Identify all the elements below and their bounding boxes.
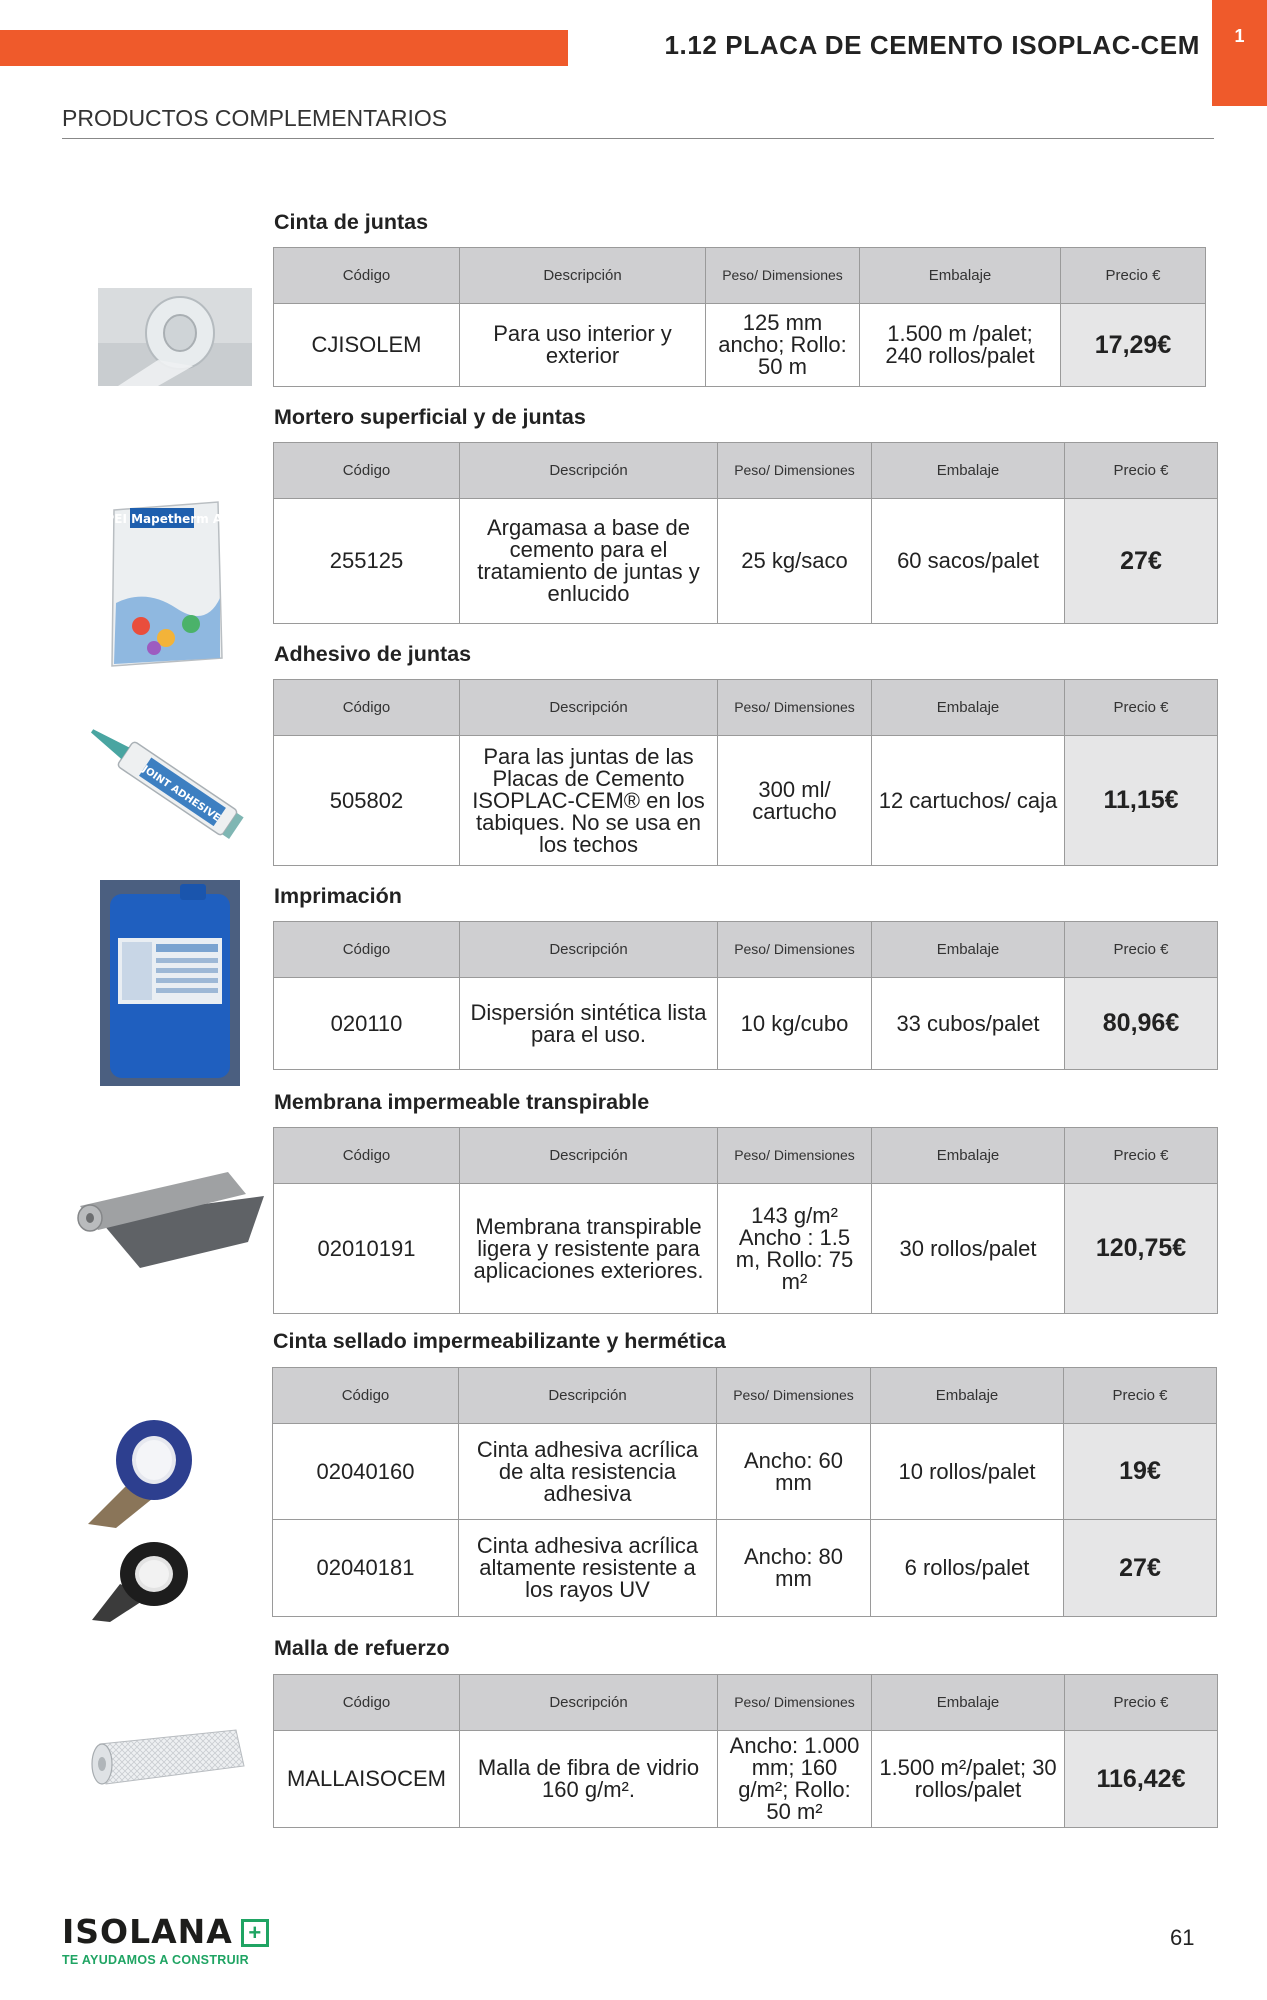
column-header-price: Precio €: [1061, 248, 1206, 304]
adhesive-cartridge-image: [78, 706, 256, 852]
product-description: Para las juntas de las Placas de Cemento ISOPLAC-CEM® en los tabiques. No se usa en los techos: [460, 736, 718, 866]
product-title: Adhesivo de juntas: [274, 642, 472, 666]
black-sealing-tape-image: [90, 1540, 200, 1624]
product-packaging: 30 rollos/palet: [872, 1184, 1065, 1314]
product-description: Argamasa a base de cemento para el tratamiento de juntas y enlucido: [460, 499, 718, 624]
product-description: Cinta adhesiva acrílica de alta resistencia adhesiva: [459, 1424, 717, 1520]
column-header-weight: Peso/ Dimensiones: [718, 922, 872, 978]
column-header-weight: Peso/ Dimensiones: [706, 248, 860, 304]
chapter-tab: 1: [1212, 0, 1267, 106]
column-header-weight: Peso/ Dimensiones: [718, 443, 872, 499]
table-row: [274, 1184, 1218, 1314]
column-header-code: Código: [274, 1675, 460, 1731]
column-header-packaging: Embalaje: [860, 248, 1061, 304]
product-table: [273, 247, 1206, 387]
column-header-description: Descripción: [460, 922, 718, 978]
brand-slogan: TE AYUDAMOS A CONSTRUIR: [62, 1953, 250, 1967]
product-code: MALLAISOCEM: [274, 1731, 460, 1828]
mesh-roll-image: [86, 1726, 250, 1790]
cartridge-label-text: JOINT ADHESIVE: [140, 763, 223, 825]
column-header-packaging: Embalaje: [872, 1128, 1065, 1184]
plus-icon: +: [241, 1919, 269, 1947]
product-price: 27€: [1064, 1520, 1217, 1617]
column-header-price: Precio €: [1065, 922, 1218, 978]
product-code: 505802: [274, 736, 460, 866]
column-header-price: Precio €: [1065, 1128, 1218, 1184]
product-packaging: 6 rollos/palet: [871, 1520, 1064, 1617]
column-header-weight: Peso/ Dimensiones: [718, 680, 872, 736]
column-header-description: Descripción: [460, 443, 718, 499]
column-header-price: Precio €: [1065, 680, 1218, 736]
table-row: [273, 1520, 1217, 1617]
column-header-code: Código: [274, 922, 460, 978]
mortar-bag-image: [84, 498, 240, 670]
primer-drum-image: [100, 880, 240, 1086]
product-code: 255125: [274, 499, 460, 624]
table-row: [273, 1424, 1217, 1520]
tape-roll-image: [98, 288, 252, 386]
column-header-description: Descripción: [460, 248, 706, 304]
column-header-packaging: Embalaje: [872, 443, 1065, 499]
product-description: Dispersión sintética lista para el uso.: [460, 978, 718, 1070]
product-table: [273, 442, 1218, 624]
product-code: 02040181: [273, 1520, 459, 1617]
product-weight: Ancho: 1.000 mm; 160 g/m²; Rollo: 50 m²: [718, 1731, 872, 1828]
product-title: Membrana impermeable transpirable: [274, 1090, 650, 1114]
product-weight: 10 kg/cubo: [718, 978, 872, 1070]
product-weight: 125 mm ancho; Rollo: 50 m: [706, 304, 860, 387]
column-header-weight: Peso/ Dimensiones: [717, 1368, 871, 1424]
column-header-price: Precio €: [1065, 1675, 1218, 1731]
product-price: 17,29€: [1061, 304, 1206, 387]
section-divider: [62, 138, 1214, 139]
column-header-code: Código: [274, 443, 460, 499]
column-header-description: Descripción: [460, 1675, 718, 1731]
product-table: [273, 679, 1218, 866]
product-table: [273, 1674, 1218, 1828]
page-number: 61: [1170, 1925, 1195, 1950]
column-header-price: Precio €: [1065, 443, 1218, 499]
product-table: [272, 1367, 1217, 1617]
product-table: [273, 921, 1218, 1070]
product-code: CJISOLEM: [274, 304, 460, 387]
column-header-packaging: Embalaje: [872, 680, 1065, 736]
product-price: 27€: [1065, 499, 1218, 624]
product-title: Malla de refuerzo: [274, 1636, 450, 1660]
product-packaging: 1.500 m²/palet; 30 rollos/palet: [872, 1731, 1065, 1828]
column-header-packaging: Embalaje: [871, 1368, 1064, 1424]
column-header-packaging: Embalaje: [872, 1675, 1065, 1731]
column-header-weight: Peso/ Dimensiones: [718, 1675, 872, 1731]
isolana-logo: [62, 1912, 269, 1967]
product-code: 02040160: [273, 1424, 459, 1520]
product-weight: 25 kg/saco: [718, 499, 872, 624]
product-description: Malla de fibra de vidrio 160 g/m².: [460, 1731, 718, 1828]
product-weight: Ancho: 60 mm: [717, 1424, 871, 1520]
blue-sealing-tape-image: [88, 1416, 202, 1528]
product-code: 02010191: [274, 1184, 460, 1314]
table-row: [274, 1731, 1218, 1828]
table-row: [274, 736, 1218, 866]
bag-brand-text: MAPEI Mapetherm AR1: [84, 512, 240, 526]
column-header-description: Descripción: [460, 680, 718, 736]
column-header-description: Descripción: [460, 1128, 718, 1184]
product-title: Mortero superficial y de juntas: [274, 405, 586, 429]
column-header-description: Descripción: [459, 1368, 717, 1424]
table-row: [274, 499, 1218, 624]
column-header-price: Precio €: [1064, 1368, 1217, 1424]
table-row: [274, 978, 1218, 1070]
product-weight: Ancho: 80 mm: [717, 1520, 871, 1617]
product-title: Cinta sellado impermeabilizante y hermética: [273, 1329, 726, 1353]
column-header-code: Código: [274, 248, 460, 304]
header-accent-bar: [0, 30, 568, 66]
section-title: PRODUCTOS COMPLEMENTARIOS: [62, 105, 448, 131]
product-table: [273, 1127, 1218, 1314]
product-code: 020110: [274, 978, 460, 1070]
product-price: 11,15€: [1065, 736, 1218, 866]
column-header-weight: Peso/ Dimensiones: [718, 1128, 872, 1184]
column-header-code: Código: [274, 1128, 460, 1184]
column-header-code: Código: [273, 1368, 459, 1424]
product-packaging: 1.500 m /palet; 240 rollos/palet: [860, 304, 1061, 387]
product-description: Membrana transpirable ligera y resistente para aplicaciones exteriores.: [460, 1184, 718, 1314]
brand-name: ISOLANA: [62, 1912, 233, 1951]
product-price: 19€: [1064, 1424, 1217, 1520]
product-description: Para uso interior y exterior: [460, 304, 706, 387]
table-row: [274, 304, 1206, 387]
product-packaging: 33 cubos/palet: [872, 978, 1065, 1070]
column-header-code: Código: [274, 680, 460, 736]
product-packaging: 10 rollos/palet: [871, 1424, 1064, 1520]
column-header-packaging: Embalaje: [872, 922, 1065, 978]
product-title: Cinta de juntas: [274, 210, 429, 234]
product-packaging: 60 sacos/palet: [872, 499, 1065, 624]
product-description: Cinta adhesiva acrílica altamente resistente a los rayos UV: [459, 1520, 717, 1617]
product-packaging: 12 cartuchos/ caja: [872, 736, 1065, 866]
product-weight: 143 g/m² Ancho : 1.5 m, Rollo: 75 m²: [718, 1184, 872, 1314]
page-title: 1.12 PLACA DE CEMENTO ISOPLAC-CEM: [664, 30, 1200, 60]
product-weight: 300 ml/ cartucho: [718, 736, 872, 866]
product-price: 80,96€: [1065, 978, 1218, 1070]
product-price: 120,75€: [1065, 1184, 1218, 1314]
product-price: 116,42€: [1065, 1731, 1218, 1828]
product-title: Imprimación: [274, 884, 402, 908]
membrane-roll-image: [78, 1168, 264, 1270]
